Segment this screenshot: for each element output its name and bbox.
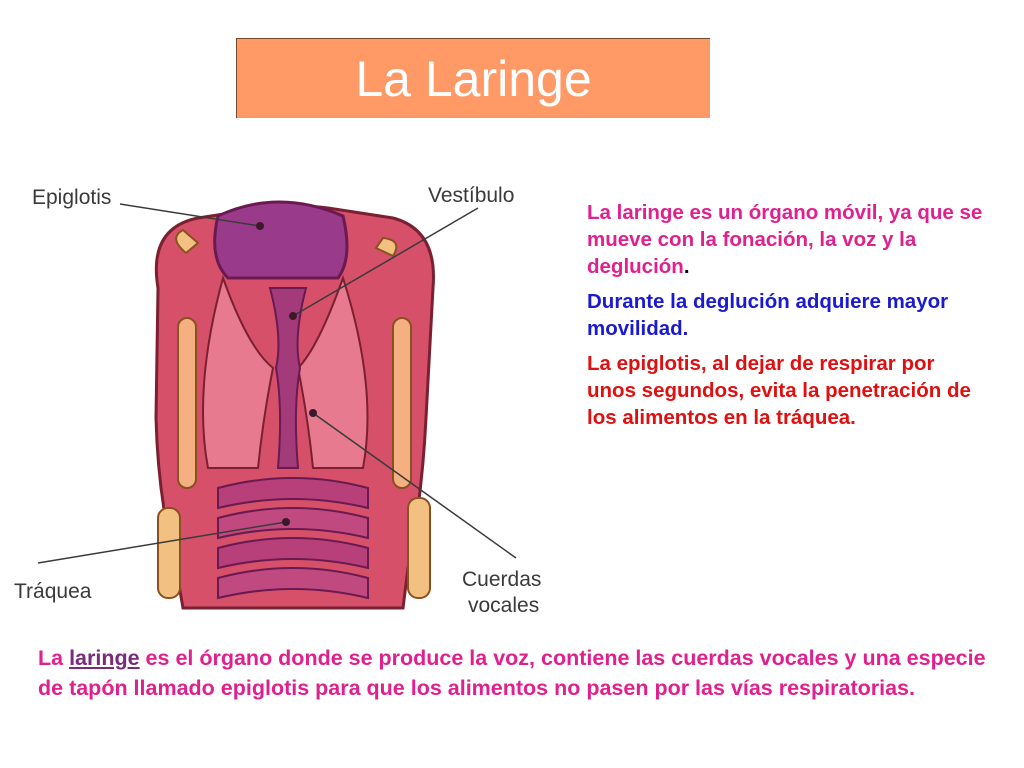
right-cartilage (393, 318, 411, 488)
larynx-illustration (8, 168, 580, 628)
paragraph-epiglotis: La epiglotis, al dejar de respirar por unos segundos, evita la penetración de los alimentos en la tráquea. (587, 352, 971, 429)
bottom-paragraph (38, 643, 998, 703)
epiglottis-shape (215, 202, 347, 278)
slide-title: La Laringe (355, 50, 592, 107)
laringe-link[interactable]: laringe (69, 646, 140, 670)
paragraph-movil-text: La laringe es un órgano móvil, ya que se mueve con la fonación, la voz y la deglución (587, 201, 983, 278)
paragraph-movil (587, 199, 987, 280)
left-cartilage (178, 318, 196, 488)
title-banner (236, 38, 710, 118)
side-text-block (587, 199, 987, 439)
bottom-prefix: La (38, 646, 70, 670)
paragraph-deglucion: Durante la deglución adquiere mayor movilidad. (587, 290, 949, 340)
right-lower-cartilage (408, 498, 430, 598)
left-lower-cartilage (158, 508, 180, 598)
label-cuerdas: Cuerdas (462, 568, 542, 591)
paragraph-movil-period: . (683, 255, 690, 278)
label-traquea: Tráquea (14, 580, 92, 603)
label-epiglotis: Epiglotis (32, 186, 112, 209)
bottom-rest: es el órgano donde se produce la voz, contiene las cuerdas vocales y una especie de tapón llamado epiglotis para que los alimentos no pasen por las vías respiratorias. (38, 646, 986, 700)
label-vestibulo: Vestíbulo (428, 184, 515, 207)
label-vocales: vocales (468, 594, 540, 617)
